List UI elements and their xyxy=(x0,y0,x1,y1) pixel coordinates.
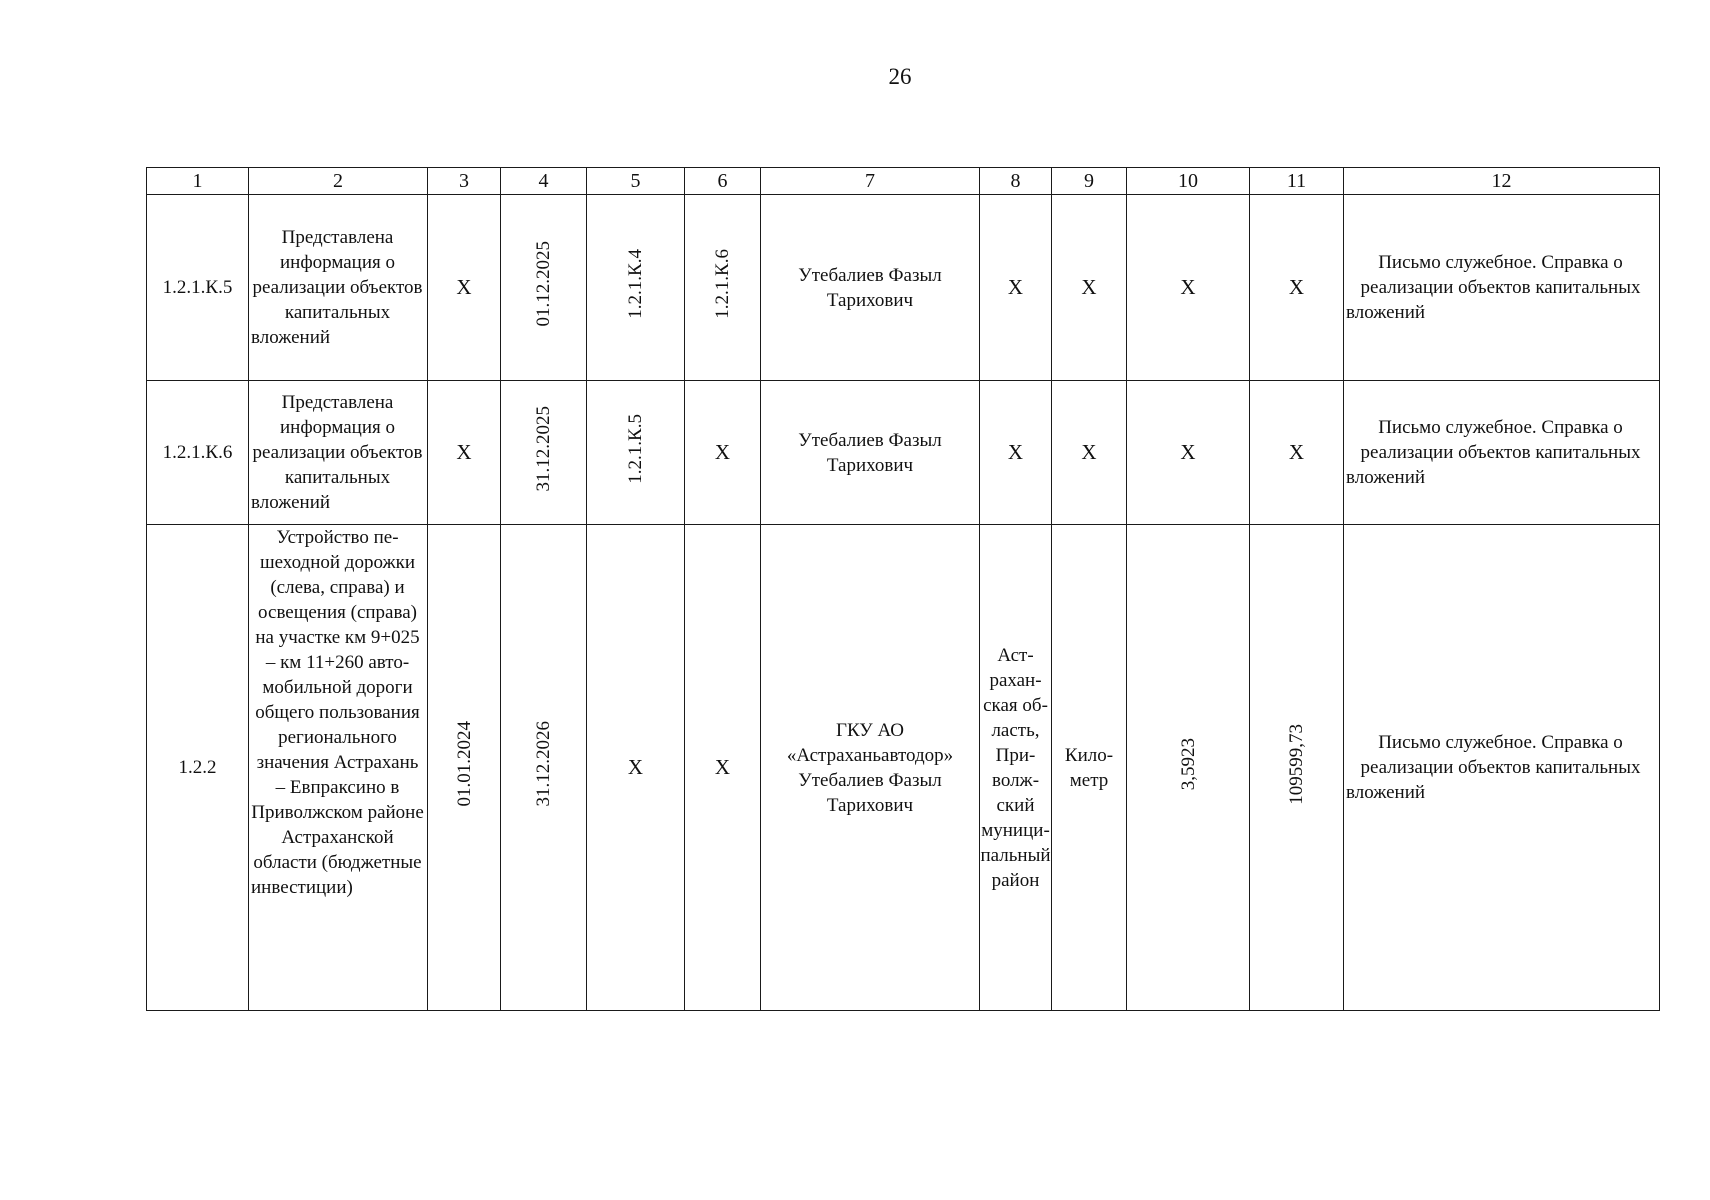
cell-col6: X xyxy=(685,525,761,1011)
row-id: 1.2.2 xyxy=(147,525,249,1011)
control-points-table xyxy=(146,167,1660,1011)
event-name: Представлена информация о реализации объектов капитальных вложений xyxy=(249,195,428,381)
cell-col6: X xyxy=(685,381,761,525)
cell-col5: X xyxy=(587,525,685,1011)
header-cell: 1 xyxy=(147,168,249,195)
unit-cell: Километр xyxy=(1052,525,1127,1011)
header-cell: 7 xyxy=(761,168,980,195)
start-date-text: 01.01.2024 xyxy=(453,721,475,807)
header-cell: 6 xyxy=(685,168,761,195)
responsible-person: Утебалиев Фазыл Тарихович xyxy=(761,195,980,381)
cell-col11: X xyxy=(1250,195,1344,381)
cell-col5 xyxy=(587,381,685,525)
header-cell: 2 xyxy=(249,168,428,195)
header-cell: 10 xyxy=(1127,168,1250,195)
document-type: Письмо служебное. Справка о реализации объектов капитальных вложений xyxy=(1344,195,1660,381)
document-type: Письмо служебное. Справка о реализации объектов капитальных вложений xyxy=(1344,381,1660,525)
header-cell: 12 xyxy=(1344,168,1660,195)
header-cell: 4 xyxy=(501,168,587,195)
header-cell: 9 xyxy=(1052,168,1127,195)
cell-col11: X xyxy=(1250,381,1344,525)
header-row xyxy=(147,168,1660,195)
table-row xyxy=(147,381,1660,525)
header-cell: 8 xyxy=(980,168,1052,195)
event-name: Устройство пешеходной дорожки (слева, справа) и освещения (справа) на участке км 9+025 – км 11+260 автомобильной дороги общего пользования регионального значения Астрахань – Евпраксино в Приволжском районе Астраханской области (бюджетные инвестиции) xyxy=(249,525,428,1011)
date-text: 31.12.2025 xyxy=(533,406,554,492)
row-id: 1.2.1.К.6 xyxy=(147,381,249,525)
header-cell: 11 xyxy=(1250,168,1344,195)
cell-col4 xyxy=(501,381,587,525)
cell-col8: X xyxy=(980,195,1052,381)
date-text: 01.12.2025 xyxy=(533,241,554,327)
cell-col9: X xyxy=(1052,381,1127,525)
document-type: Письмо служебное. Справка о реализации объектов капитальных вложений xyxy=(1344,525,1660,1011)
amount-text: 109599,73 xyxy=(1286,723,1307,805)
quantity-text: 3,5923 xyxy=(1177,737,1199,791)
responsible-person: ГКУ АО «Астраханьавтодор» Утебалиев Фазыл Тарихович xyxy=(761,525,980,1011)
responsible-person: Утебалиев Фазыл Тарихович xyxy=(761,381,980,525)
predecessor-text: 1.2.1.К.4 xyxy=(625,249,646,319)
cell-col3: X xyxy=(428,381,501,525)
event-name: Представлена информация о реализации объектов капитальных вложений xyxy=(249,381,428,525)
cell-col10: X xyxy=(1127,381,1250,525)
cell-col3 xyxy=(428,525,501,1011)
cell-col6 xyxy=(685,195,761,381)
cell-col5 xyxy=(587,195,685,381)
cell-col10 xyxy=(1127,525,1250,1011)
cell-col11 xyxy=(1250,525,1344,1011)
cell-col10: X xyxy=(1127,195,1250,381)
row-id: 1.2.1.К.5 xyxy=(147,195,249,381)
cell-col3: X xyxy=(428,195,501,381)
successor-text: 1.2.1.К.6 xyxy=(712,249,733,319)
cell-col4 xyxy=(501,525,587,1011)
cell-col8: X xyxy=(980,381,1052,525)
header-cell: 5 xyxy=(587,168,685,195)
cell-col4 xyxy=(501,195,587,381)
predecessor-text: 1.2.1.К.5 xyxy=(625,414,646,484)
header-cell: 3 xyxy=(428,168,501,195)
cell-col9: X xyxy=(1052,195,1127,381)
location-cell: Астраханская область, Приволжский муниципальный район xyxy=(980,525,1052,1011)
table-row xyxy=(147,525,1660,1011)
page-number: 26 xyxy=(888,64,912,89)
end-date-text: 31.12.2026 xyxy=(533,721,554,807)
table-row xyxy=(147,195,1660,381)
